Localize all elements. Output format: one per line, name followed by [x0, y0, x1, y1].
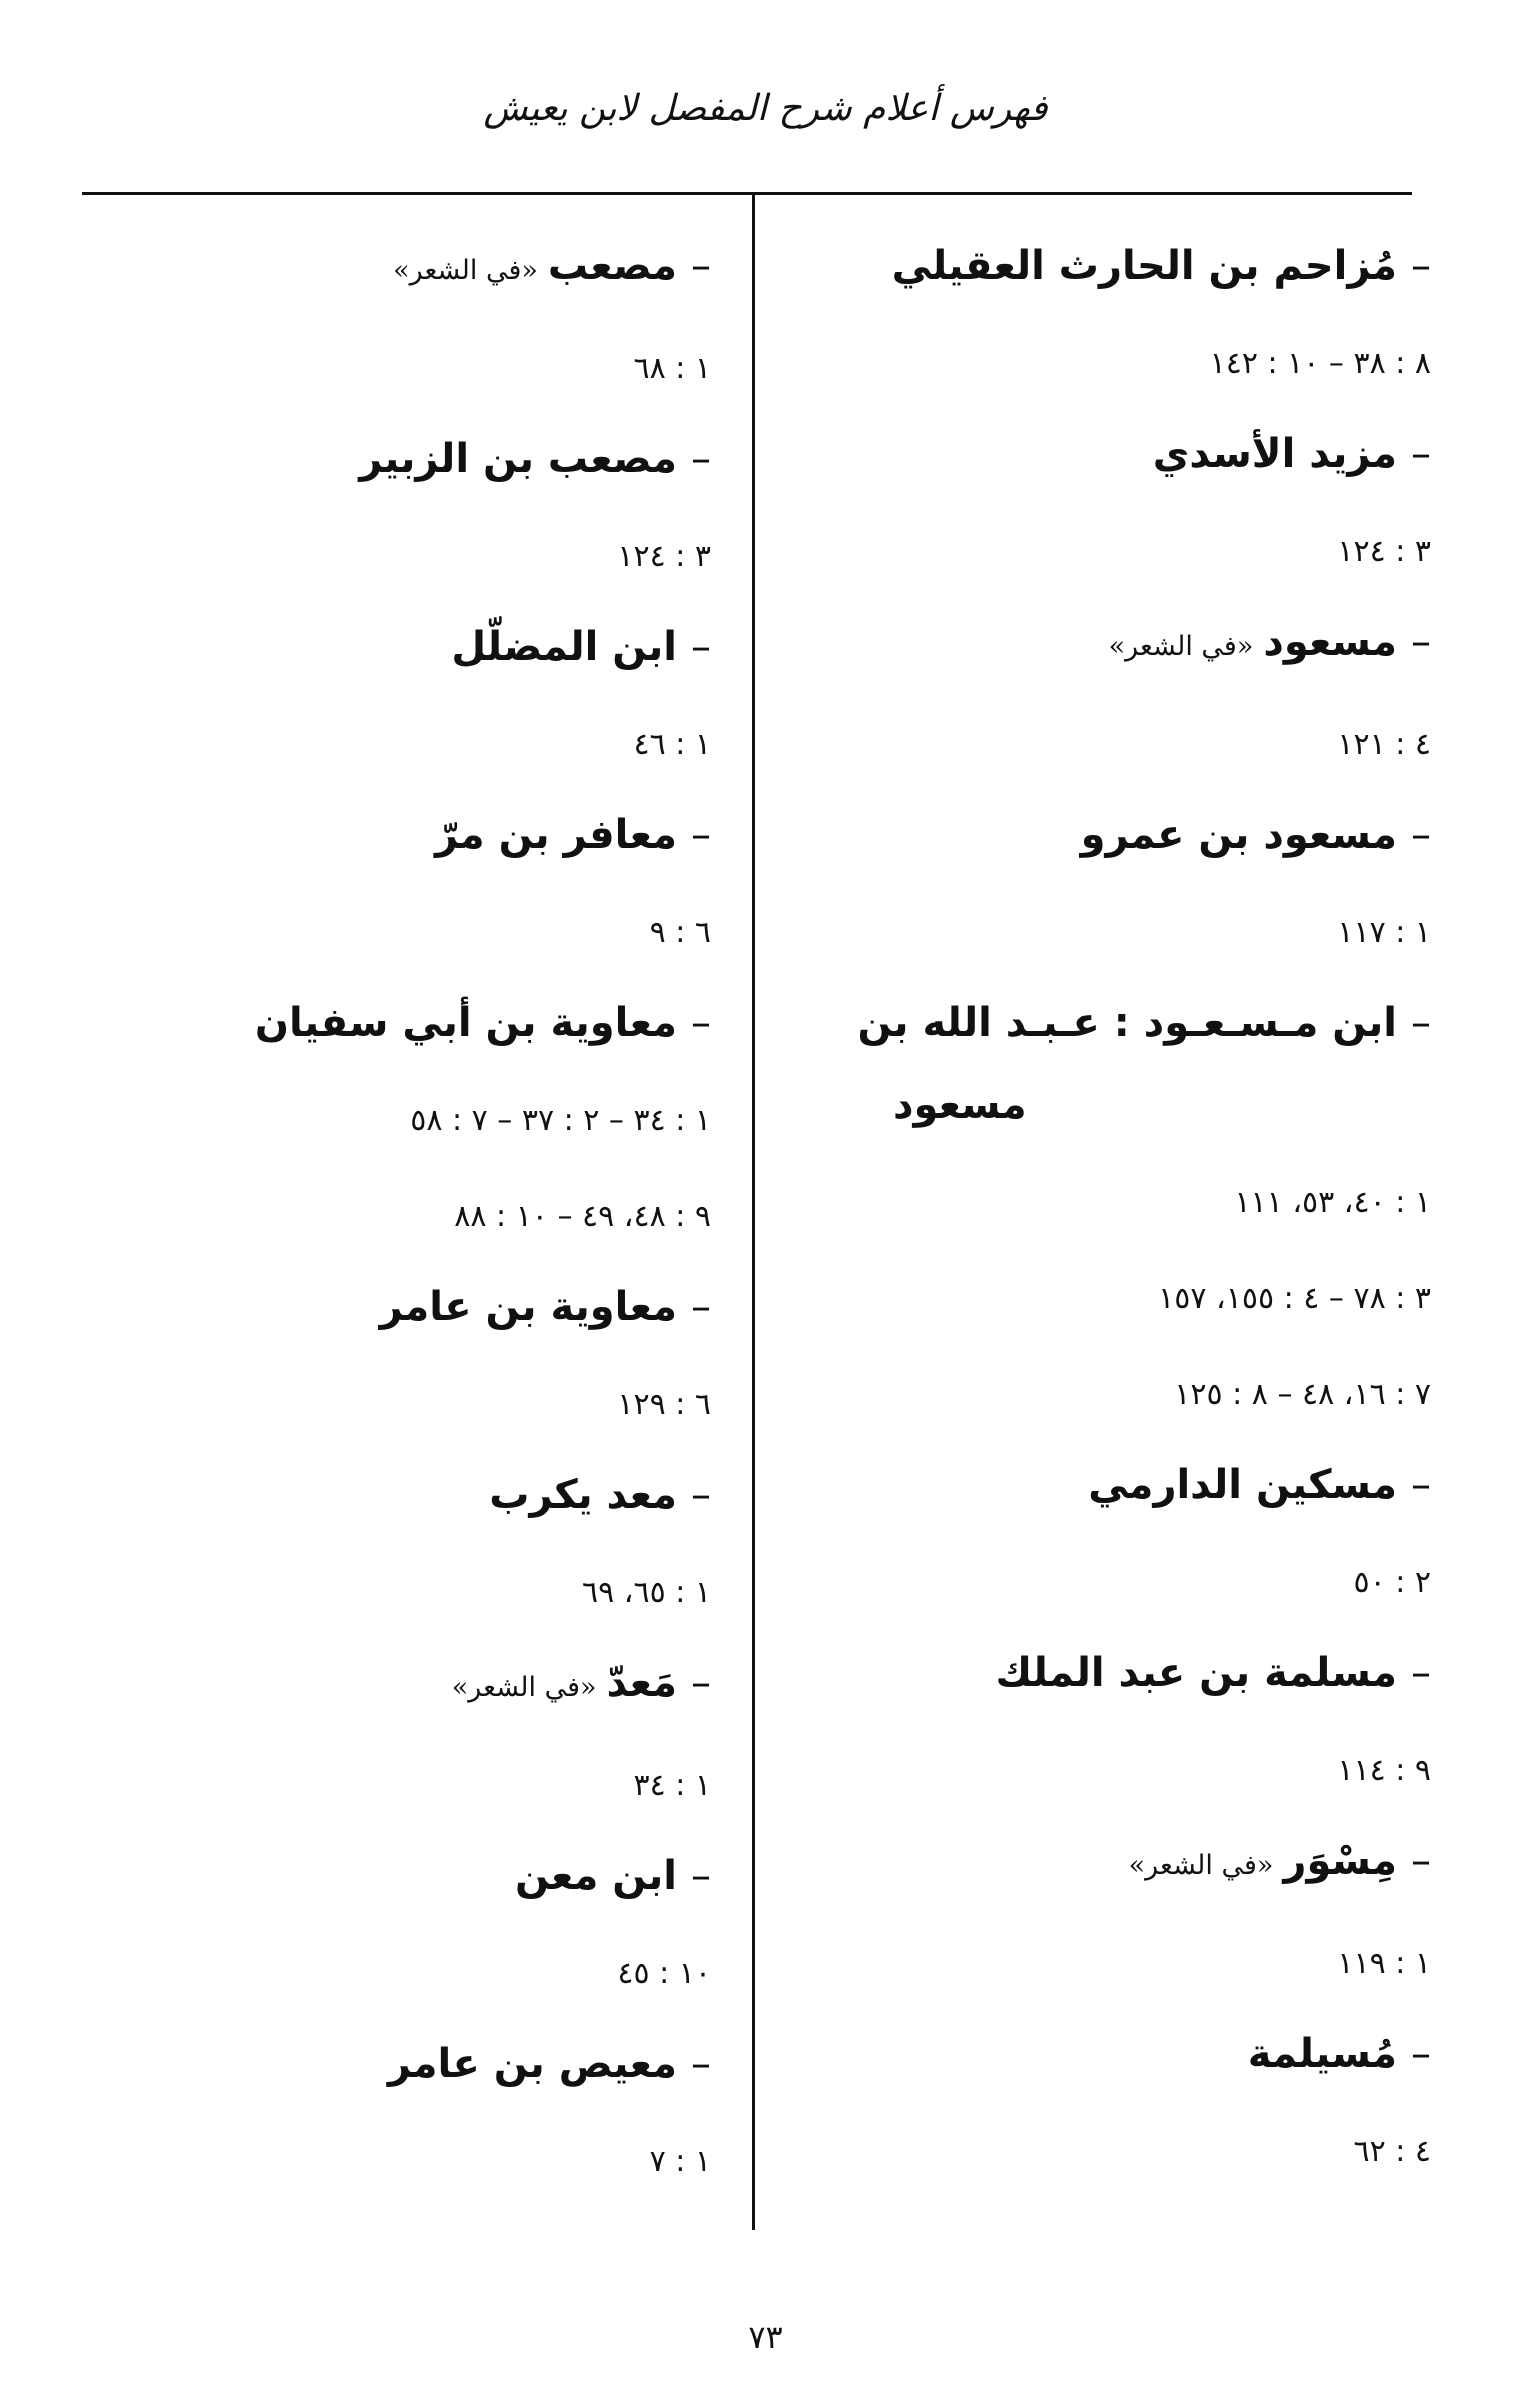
entry-reference: ٦ : ١٢٩ — [617, 1387, 711, 1422]
index-entry — [81, 1832, 711, 2020]
entry-heading — [81, 791, 711, 883]
index-entry — [81, 415, 711, 603]
entry-heading — [801, 791, 1431, 883]
index-entry — [81, 1639, 711, 1832]
header-rule — [82, 192, 1412, 195]
column-divider — [752, 195, 755, 2230]
entry-dash: – — [691, 1000, 711, 1046]
entry-name: مُسيلمة — [1247, 2031, 1397, 2077]
entry-note: «في الشعر» — [451, 1672, 597, 1703]
entry-reference: ٧ : ١٦، ٤٨ – ٨ : ١٢٥ — [1174, 1377, 1431, 1412]
page-number: ٧٣ — [748, 2318, 783, 2356]
entry-name-continuation: مسعود — [893, 1082, 1027, 1128]
entry-heading — [81, 1639, 711, 1736]
index-entry — [81, 979, 711, 1263]
entry-reference: ٩ : ١١٤ — [1337, 1753, 1431, 1788]
index-entry — [801, 979, 1431, 1441]
entry-dash: – — [1411, 243, 1431, 289]
entry-dash: – — [691, 1660, 711, 1706]
index-entry — [801, 410, 1431, 598]
entry-heading — [801, 2010, 1431, 2102]
entry-reference: ٣ : ٧٨ – ٤ : ١٥٥، ١٥٧ — [1158, 1281, 1431, 1316]
entry-heading — [801, 410, 1431, 502]
entry-reference: ١ : ٦٥، ٦٩ — [582, 1575, 711, 1610]
entry-reference: ١ : ٤٠، ٥٣، ١١١ — [1234, 1185, 1431, 1220]
index-entry — [81, 791, 711, 979]
left-column — [81, 222, 711, 2208]
entry-dash: – — [1411, 1838, 1431, 1884]
entry-name: مسعود — [1263, 619, 1397, 665]
entry-heading — [81, 415, 711, 507]
entry-reference: ٤ : ٦٢ — [1353, 2134, 1431, 2169]
entry-dash: – — [691, 2041, 711, 2087]
entry-name: معيص بن عامر — [387, 2041, 677, 2087]
entry-note: «في الشعر» — [1128, 1850, 1274, 1881]
entry-name: معافر بن مرّ — [435, 812, 677, 858]
entry-heading — [801, 222, 1431, 314]
entry-reference: ١ : ٧ — [649, 2144, 711, 2179]
entry-reference: ٨ : ٣٨ – ١٠ : ١٤٢ — [1209, 346, 1431, 381]
entry-dash: – — [691, 812, 711, 858]
entry-heading — [801, 979, 1431, 1153]
entry-name: مِسْوَر — [1283, 1838, 1397, 1884]
index-entry — [81, 1263, 711, 1451]
entry-heading — [81, 2020, 711, 2112]
index-entry — [801, 222, 1431, 410]
entry-dash: – — [691, 436, 711, 482]
entry-reference: ٢ : ٥٠ — [1353, 1565, 1431, 1600]
entry-name: ابن معن — [515, 1853, 677, 1899]
entry-heading — [81, 222, 711, 319]
entry-name: ابن مـسـعـود : عـبـد الله بن — [857, 1000, 1397, 1046]
right-column — [801, 222, 1431, 2198]
entry-dash: – — [1411, 1650, 1431, 1696]
index-entry — [81, 2020, 711, 2208]
entry-heading — [81, 1451, 711, 1543]
entry-dash: – — [1411, 619, 1431, 665]
entry-dash: – — [1411, 1000, 1431, 1046]
entry-reference: ٩ : ٤٨، ٤٩ – ١٠ : ٨٨ — [454, 1199, 711, 1234]
entry-reference: ١ : ٣٤ — [633, 1768, 711, 1803]
entry-reference: ٣ : ١٢٤ — [1337, 534, 1431, 569]
entry-reference: ٤ : ١٢١ — [1337, 727, 1431, 762]
index-entry — [81, 222, 711, 415]
entry-heading — [81, 1263, 711, 1355]
entry-heading — [81, 979, 711, 1071]
entry-name: مزيد الأسدي — [1152, 431, 1397, 477]
index-entry — [81, 603, 711, 791]
index-entry — [801, 1441, 1431, 1629]
entry-reference: ٣ : ١٢٤ — [617, 539, 711, 574]
entry-name: معد يكرب — [489, 1472, 677, 1518]
entry-dash: – — [1411, 812, 1431, 858]
entry-note: «في الشعر» — [1108, 631, 1254, 662]
entry-name: مسلمة بن عبد الملك — [995, 1650, 1397, 1696]
entry-heading — [81, 1832, 711, 1924]
index-entry — [81, 1451, 711, 1639]
entry-reference: ١ : ١١٧ — [1337, 915, 1431, 950]
entry-name: مسكين الدارمي — [1088, 1462, 1397, 1508]
entry-name: مُزاحم بن الحارث العقيلي — [891, 243, 1397, 289]
entry-dash: – — [691, 1284, 711, 1330]
entry-note: «في الشعر» — [393, 255, 538, 286]
entry-heading — [81, 603, 711, 695]
entry-dash: – — [1411, 2031, 1431, 2077]
entry-name: مسعود بن عمرو — [1080, 812, 1397, 858]
entry-reference: ١ : ٤٦ — [633, 727, 711, 762]
entry-name: معاوية بن عامر — [379, 1284, 677, 1330]
entry-reference: ١ : ٦٨ — [633, 351, 711, 386]
entry-dash: – — [691, 243, 711, 289]
entry-heading — [801, 1629, 1431, 1721]
entry-reference: ١ : ١١٩ — [1337, 1946, 1431, 1981]
index-entry — [801, 2010, 1431, 2198]
index-entry — [801, 791, 1431, 979]
entry-heading — [801, 598, 1431, 695]
entry-name: مصعب — [547, 243, 677, 289]
entry-heading — [801, 1441, 1431, 1533]
entry-dash: – — [1411, 1462, 1431, 1508]
entry-dash: – — [1411, 431, 1431, 477]
entry-name: معاوية بن أبي سفيان — [254, 1000, 677, 1046]
entry-name: مصعب بن الزبير — [359, 436, 677, 482]
entry-dash: – — [691, 1853, 711, 1899]
entry-heading — [801, 1817, 1431, 1914]
entry-dash: – — [691, 1472, 711, 1518]
index-entry — [801, 598, 1431, 791]
entry-reference: ١ : ٣٤ – ٢ : ٣٧ – ٧ : ٥٨ — [410, 1103, 711, 1138]
entry-name: ابن المضلّل — [451, 624, 677, 670]
entry-name: مَعدّ — [606, 1660, 677, 1706]
entry-dash: – — [691, 624, 711, 670]
index-entry — [801, 1629, 1431, 1817]
page-header: فهرس أعلام شرح المفصل لابن يعيش — [483, 88, 1048, 129]
entry-reference: ١٠ : ٤٥ — [617, 1956, 711, 1991]
index-entry — [801, 1817, 1431, 2010]
entry-reference: ٦ : ٩ — [649, 915, 711, 950]
